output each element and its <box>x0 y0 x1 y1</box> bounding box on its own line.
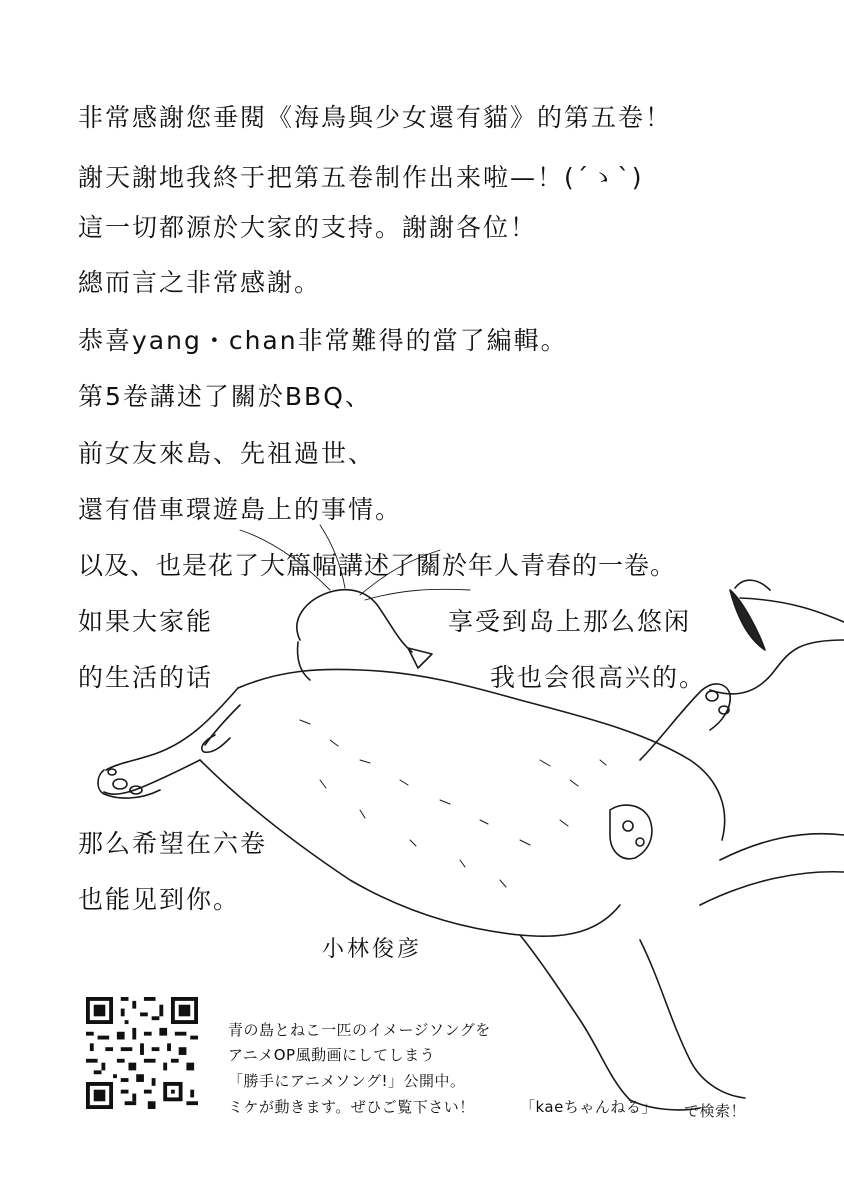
message-line: 恭喜yang・chan非常難得的當了編輯。 <box>78 326 568 355</box>
message-line: 享受到岛上那么悠闲 <box>448 607 692 636</box>
message-line: 也能见到你。 <box>78 885 241 914</box>
qr-code-icon <box>86 997 198 1109</box>
message-line: 總而言之非常感謝。 <box>78 268 322 297</box>
message-line: 這一切都源於大家的支持。謝謝各位！ <box>78 213 538 242</box>
author-signature: 小林俊彦 <box>322 937 423 962</box>
message-line: 那么希望在六卷 <box>78 829 268 858</box>
note-line: 「勝手にアニメソング!」公開中。 <box>228 1072 466 1090</box>
message-line: 以及、也是花了大篇幅講述了關於年人青春的一卷。 <box>78 551 677 580</box>
message-line: 謝天謝地我終于把第五卷制作出来啦—！(´ゝ`) <box>78 163 644 192</box>
message-line: 還有借車環遊島上的事情。 <box>78 495 403 524</box>
message-line: 第5卷講述了關於BBQ、 <box>78 382 372 411</box>
message-line: 前女友來島、先祖過世、 <box>78 439 376 468</box>
note-line: ミケが動きます。ぜひご覧下さい！ <box>228 1098 475 1116</box>
note-line: で検索！ <box>684 1102 747 1120</box>
note-line: アニメOP風動画にしてしまう <box>228 1046 436 1064</box>
message-line: 的生活的话 <box>78 663 214 692</box>
note-line: 青の島とねこ一匹のイメージソングを <box>228 1021 491 1039</box>
message-line: 我也会很高兴的。 <box>490 663 707 692</box>
search-keyword: 「kaeちゃんねる」 <box>520 1098 657 1116</box>
message-line: 非常感謝您垂閱《海鳥與少女還有貓》的第五卷！ <box>78 103 673 132</box>
message-line: 如果大家能 <box>78 607 214 636</box>
